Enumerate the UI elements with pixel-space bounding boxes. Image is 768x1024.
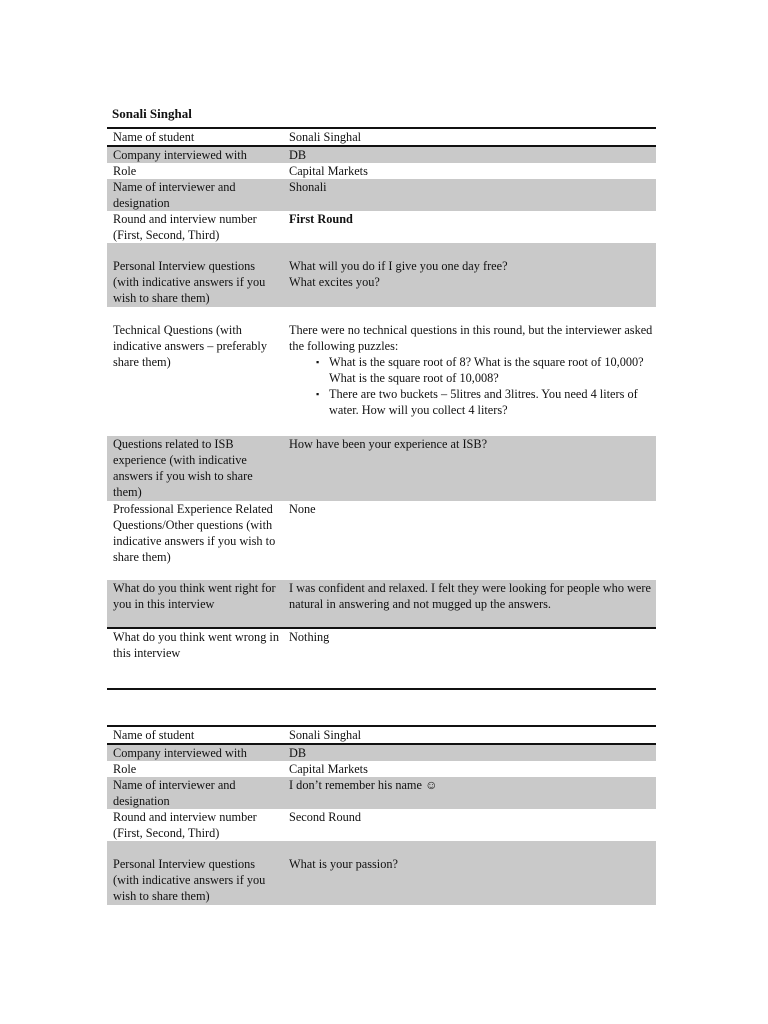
row-value (283, 307, 656, 436)
row-label: Role (113, 164, 137, 178)
row-value: Capital Markets (289, 762, 368, 776)
list-item (316, 386, 656, 418)
puzzle-list (289, 354, 656, 418)
table-row (107, 163, 656, 179)
table-row (107, 501, 656, 580)
row-value: Nothing (289, 630, 330, 644)
table-row (107, 580, 656, 628)
table-row (107, 128, 656, 146)
table-bottom-rule (107, 688, 656, 690)
row-value: First Round (289, 212, 353, 226)
row-value: Sonali Singhal (283, 128, 656, 146)
row-value: DB (283, 744, 656, 761)
table-row (107, 841, 656, 905)
value-intro: There were no technical questions in this round, but the interviewer asked the following puzzles: (289, 323, 653, 353)
table-row (107, 744, 656, 761)
row-value: I was confident and relaxed. I felt they were looking for people who were natural in answering and not mugged up the answers. (283, 580, 656, 628)
table-row (107, 436, 656, 501)
table-row (107, 777, 656, 809)
table-row (107, 307, 656, 436)
bullet-icon: ▪ (316, 357, 320, 367)
interview-table-first-round (107, 127, 656, 683)
row-value: Shonali (283, 179, 656, 211)
row-label: Name of student (107, 726, 283, 744)
row-label: Questions related to ISB experience (with indicative answers if you wish to share them) (107, 436, 283, 501)
row-value: None (289, 502, 316, 516)
row-label: Name of interviewer and designation (107, 179, 283, 211)
table-row (107, 761, 656, 777)
row-label: Role (113, 762, 137, 776)
value-line: What will you do if I give you one day free? (289, 259, 508, 273)
row-label: Round and interview number (First, Second, Third) (113, 810, 257, 840)
row-label: Professional Experience Related Questions/Other questions (with indicative answers if you wish to share them) (113, 502, 276, 564)
row-value: DB (283, 146, 656, 163)
list-item (316, 354, 656, 386)
row-label: Company interviewed with (107, 744, 283, 761)
row-value: What is your passion? (283, 841, 656, 905)
row-label: What do you think went right for you in this interview (107, 580, 283, 628)
table-row (107, 179, 656, 211)
table-row (107, 809, 656, 841)
row-label: Company interviewed with (107, 146, 283, 163)
interview-table-second-round (107, 725, 656, 905)
row-value: Capital Markets (289, 164, 368, 178)
table-row (107, 726, 656, 744)
row-label: Personal Interview questions (with indicative answers if you wish to share them) (107, 243, 283, 307)
table-row (107, 243, 656, 307)
document-title: Sonali Singhal (112, 106, 192, 121)
list-item-text: There are two buckets – 5litres and 3litres. You need 4 liters of water. How will you collect 4 liters? (329, 387, 638, 417)
row-label: Name of student (107, 128, 283, 146)
row-label: Name of interviewer and designation (107, 777, 283, 809)
row-value: I don’t remember his name ☺ (283, 777, 656, 809)
row-value (283, 243, 656, 307)
table-row (107, 628, 656, 683)
table-row (107, 146, 656, 163)
value-line: What excites you? (289, 275, 380, 289)
row-value: Sonali Singhal (283, 726, 656, 744)
row-label: Round and interview number (First, Second, Third) (113, 212, 257, 242)
row-label: What do you think went wrong in this interview (113, 630, 279, 660)
row-label: Personal Interview questions (with indicative answers if you wish to share them) (107, 841, 283, 905)
row-label: Technical Questions (with indicative answers – preferably share them) (113, 323, 267, 369)
list-item-text: What is the square root of 8? What is the square root of 10,000? What is the square root of 10,008? (329, 355, 644, 385)
row-value: Second Round (289, 810, 362, 824)
table-row (107, 211, 656, 243)
row-value: How have been your experience at ISB? (283, 436, 656, 501)
bullet-icon: ▪ (316, 389, 320, 399)
